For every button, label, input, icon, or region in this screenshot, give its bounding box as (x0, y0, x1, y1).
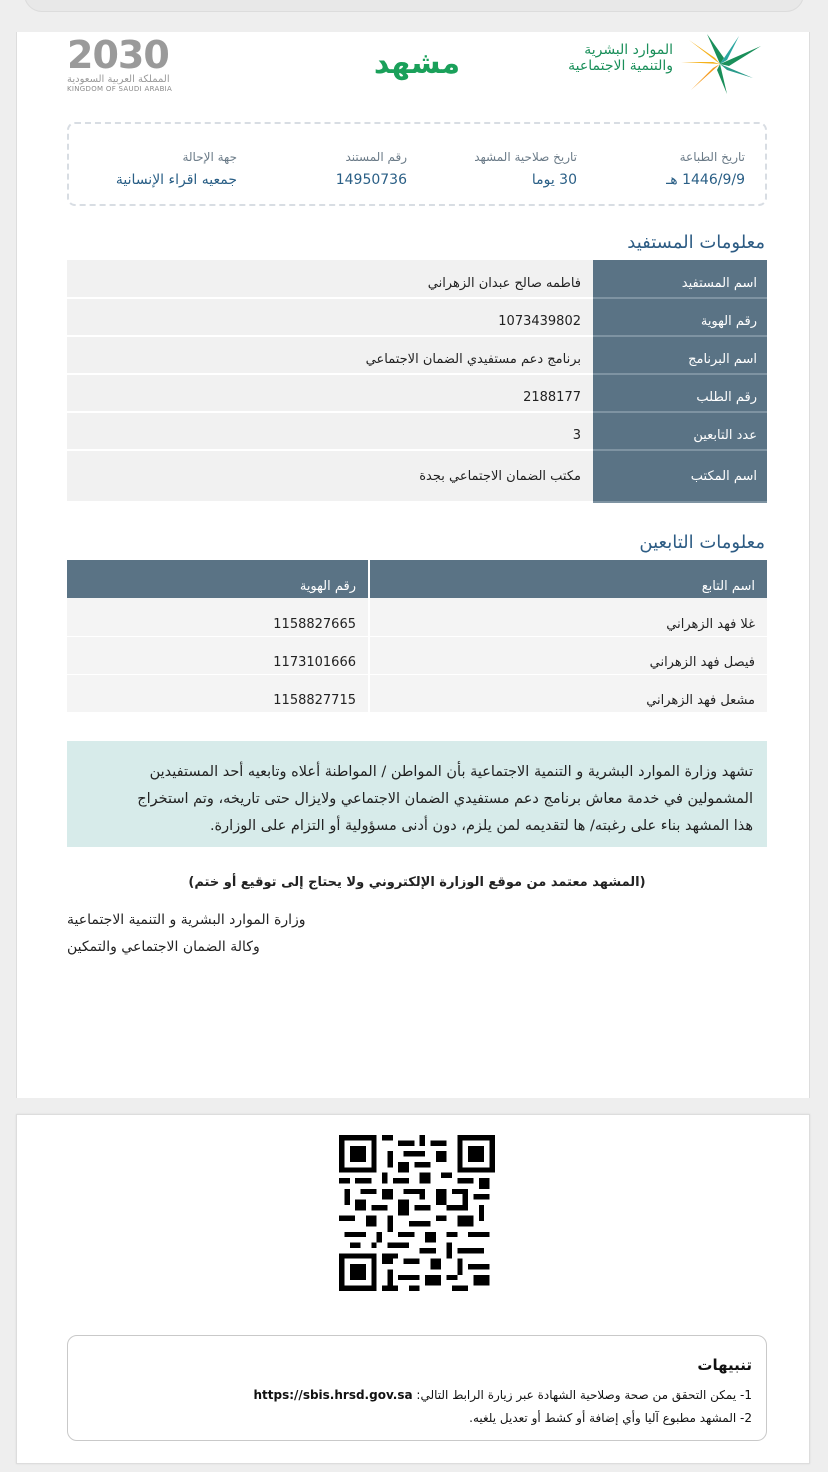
ministry-name: الموارد البشرية والتنمية الاجتماعية (568, 42, 673, 74)
table-row (67, 412, 767, 450)
document-number: رقم المستند 14950736 (335, 150, 407, 188)
table-row (67, 674, 767, 712)
issuer-agency: وكالة الضمان الاجتماعي والتمكين (67, 939, 260, 955)
row-key: رقم الهوية (593, 298, 767, 336)
verification-link[interactable]: https://sbis.hrsd.gov.sa (253, 1388, 413, 1402)
row-key: اسم المكتب (593, 450, 767, 502)
table-row (67, 260, 767, 298)
dependents-section-title: معلومات التابعين (639, 532, 765, 553)
row-value: فاطمه صالح عبدان الزهراني (67, 260, 593, 298)
vision-year: 2030 (67, 33, 169, 77)
row-value: برنامج دعم مستفيدي الضمان الاجتماعي (67, 336, 593, 374)
table-row (67, 636, 767, 674)
dependent-id: 1158827665 (67, 598, 369, 636)
dependent-id: 1158827715 (67, 674, 369, 712)
row-value: 3 (67, 412, 593, 450)
ministry-logo (533, 38, 763, 98)
dependent-name: مشعل فهد الزهراني (369, 674, 767, 712)
header-dependent-name: اسم التابع (369, 560, 767, 598)
qr-code-icon (339, 1135, 495, 1291)
note-auto-printed: 2- المشهد مطبوع آليا وأي إضافة أو كشط أو تعديل يلغيه. (469, 1411, 752, 1425)
document-info-box (67, 122, 767, 206)
row-value: 1073439802 (67, 298, 593, 336)
row-value: مكتب الضمان الاجتماعي بجدة (67, 450, 593, 502)
verification-page (16, 1114, 810, 1464)
referral-entity: جهة الإحالة جمعيه اقراء الإنسانية (115, 150, 237, 188)
beneficiary-section-title: معلومات المستفيد (627, 232, 765, 253)
validity-period: تاريخ صلاحية المشهد 30 يوما (474, 150, 577, 188)
issuer-signature-block (67, 907, 767, 961)
table-row (67, 374, 767, 412)
table-row (67, 336, 767, 374)
notes-title: تنبيهات (697, 1356, 752, 1374)
table-header-row (67, 560, 767, 598)
dependent-name: فيصل فهد الزهراني (369, 636, 767, 674)
vision-2030-logo (67, 33, 197, 102)
vision-english: KINGDOM OF SAUDI ARABIA (67, 85, 173, 93)
issuer-ministry: وزارة الموارد البشرية و التنمية الاجتماعية (67, 912, 306, 928)
row-key: عدد التابعين (593, 412, 767, 450)
certificate-statement: تشهد وزارة الموارد البشرية و التنمية الاجتماعية بأن المواطن / المواطنة أعلاه وتابعيه أحد المستفيدين المشمولين في خدمة معاش برنامج دعم مستفيدي الضمان الاجتماعي ولايزال حتى تاريخه، وتم استخراج هذا المشهد بناء على رغبته/ ها لتقديمه لمن يلزم، دون أدنى مسؤولية أو التزام على الوزارة. (67, 741, 767, 847)
table-row (67, 298, 767, 336)
vision-arabic: المملكة العربية السعودية (67, 74, 170, 85)
table-row (67, 598, 767, 636)
row-key: اسم المستفيد (593, 260, 767, 298)
notes-box (67, 1335, 767, 1441)
browser-top-bar (24, 0, 804, 12)
ministry-emblem-icon (677, 32, 763, 96)
dependent-id: 1173101666 (67, 636, 369, 674)
beneficiary-table (67, 260, 767, 503)
dependent-name: غلا فهد الزهراني (369, 598, 767, 636)
note-verify: 1- يمكن التحقق من صحة وصلاحية الشهادة عبر زيارة الرابط التالي: https://sbis.hrsd.gov.sa (253, 1388, 752, 1402)
header-dependent-id: رقم الهوية (67, 560, 369, 598)
dependents-table (67, 560, 767, 713)
row-key: رقم الطلب (593, 374, 767, 412)
print-date: تاريخ الطباعة 1446/9/9 هـ (666, 150, 745, 188)
row-value: 2188177 (67, 374, 593, 412)
approval-note: (المشهد معتمد من موقع الوزارة الإلكتروني ولا يحتاج إلى توقيع أو ختم) (188, 875, 646, 890)
certificate-page (16, 32, 810, 1098)
table-row (67, 450, 767, 502)
row-key: اسم البرنامج (593, 336, 767, 374)
page-title: مشهد (373, 46, 461, 81)
